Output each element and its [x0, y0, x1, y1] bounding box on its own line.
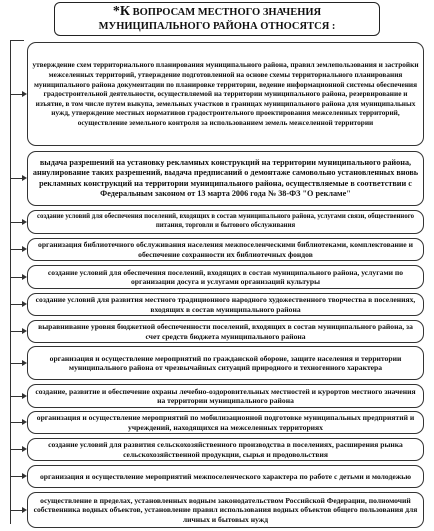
- item-9: [27, 384, 424, 408]
- item-5: [27, 265, 424, 289]
- arrow-5: [11, 277, 23, 278]
- item-7-text: выравнивание уровня бюджетной обеспеченности поселений, входящих в состав муниципального района, за счет средств бюджета муниципального района: [38, 322, 413, 341]
- item-13-text: осуществление в пределах, установленных водным законодательством Российской Федерации, полномочий собственника водных объектов, установление правил использования водных объектов общего пользования для личных и бытовых нужд: [33, 496, 418, 524]
- item-1-text: утверждение схем территориального планирования муниципального района, правил землепользования и застройки межселенных территорий, утверждение подготовленной на основе схемы территориального планирования муниципального района документации по планировке территории, ведение информационной системы обеспечения градостроительной деятельности, осуществляемой на территории муниципального района, резервирование и изъятие, в том числе путем выкупа, земельных участков в границах муниципального района для муниципальных нужд, утверждение местных нормативов градостроительного проектирования межселенных территорий, осуществление земельного контроля за использованием земель межселенной территории: [32, 60, 419, 127]
- arrow-3: [11, 222, 23, 223]
- diagram-title: [54, 2, 380, 36]
- arrow-4: [11, 249, 23, 250]
- arrow-13: [11, 510, 23, 511]
- item-11-text: создание условий для развития сельскохозяйственного производства в поселениях, расширения рынка сельскохозяйственной продукции, сырья и продовольствия: [48, 440, 403, 459]
- item-11: [27, 438, 424, 461]
- item-7: [27, 320, 424, 343]
- item-13: [27, 492, 424, 528]
- connector-spine-top: [10, 40, 24, 41]
- item-6: [27, 293, 424, 316]
- item-2-text: выдача разрешений на установку рекламных конструкций на территории муниципального района, аннулирование таких разрешений, выдача предписаний о демонтаже самовольно установленных вновь рекламных конструкций на территории муниципального района, осуществляемые в соответствии с Федеральным законом от 13 марта 2006 года № 38-ФЗ "О рекламе": [32, 157, 419, 198]
- item-4: [27, 238, 424, 261]
- arrow-8: [11, 363, 23, 364]
- item-10-text: организация и осуществление мероприятий по мобилизационной подготовке муниципальных предприятий и учреждений, находящихся на межселенных территориях: [36, 413, 415, 432]
- arrow-10: [11, 422, 23, 423]
- arrow-9: [11, 396, 23, 397]
- item-8-text: организация и осуществление мероприятий по гражданской обороне, защите населения и территории муниципального района от чрезвычайных ситуаций природного и техногенного характера: [49, 353, 402, 372]
- arrow-12: [11, 476, 23, 477]
- arrow-6: [11, 304, 23, 305]
- title-line-1-text: ВОПРОСАМ МЕСТНОГО ЗНАЧЕНИЯ: [132, 7, 322, 18]
- arrow-2: [11, 178, 23, 179]
- item-2: [27, 151, 424, 206]
- item-10: [27, 411, 424, 434]
- connector-spine: [10, 40, 11, 524]
- arrow-7: [11, 331, 23, 332]
- item-5-text: создание условий для обеспечения поселений, входящих в состав муниципального района, услугами по организации досуга и услугами организаций культуры: [47, 267, 404, 286]
- item-6-text: создание условий для развития местного традиционного народного художественного творчества в поселениях, входящих в состав муниципального района: [35, 295, 416, 314]
- item-3: [27, 210, 424, 234]
- item-4-text: организация библиотечного обслуживания населения межпоселенческими библиотеками, комплектование и обеспечение сохранности их библиотечных фондов: [38, 240, 413, 259]
- item-1: [27, 42, 424, 146]
- arrow-1: [11, 94, 23, 95]
- arrow-11: [11, 449, 23, 450]
- item-3-text: создание условий для обеспечения поселений, входящих в состав муниципального района, услугами связи, общественного питания, торговли и бытового обслуживания: [36, 213, 415, 229]
- title-line-2: МУНИЦИПАЛЬНОГО РАЙОНА ОТНОСЯТСЯ :: [98, 21, 336, 32]
- item-8: [27, 346, 424, 380]
- title-line-1: [55, 5, 379, 20]
- item-12: [27, 465, 424, 488]
- title-star: *К: [112, 4, 130, 19]
- item-12-text: организация и осуществление мероприятий межпоселенческого характера по работе с детьми и молодежью: [39, 471, 412, 481]
- item-9-text: создание, развитие и обеспечение охраны лечебно-оздоровительных местностей и курортов местного значения на территории муниципального района: [35, 386, 416, 405]
